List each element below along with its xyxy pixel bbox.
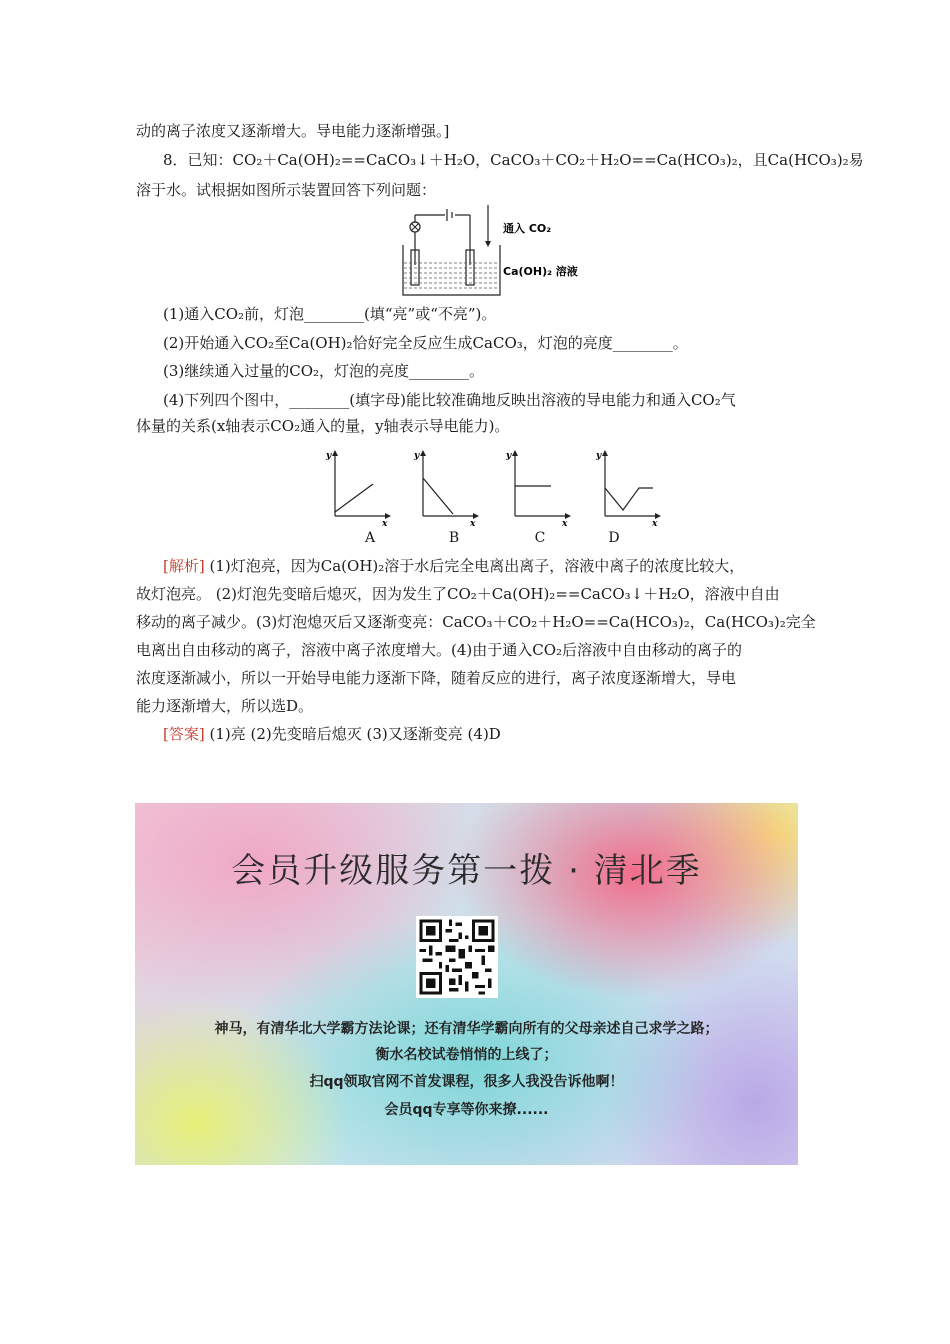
- analysis-line-6: 能力逐渐增大，所以选D。: [136, 697, 314, 715]
- graph-d: [595, 448, 661, 526]
- bulb-icon: [410, 222, 420, 232]
- ad-text-line-2: 衡水名校试卷悄悄的上线了；: [375, 1047, 558, 1063]
- question-8-line-2: 溶于水。试根据如图所示装置回答下列问题：: [136, 181, 437, 199]
- answer-tag: [答案]: [163, 725, 205, 743]
- answer-text: (1)亮 (2)先变暗后熄灭 (3)又逐渐变亮 (4)D: [209, 725, 501, 743]
- x-axis-label: x: [562, 519, 568, 526]
- answer-line: [163, 724, 501, 744]
- advertisement-banner[interactable]: [135, 803, 798, 1165]
- question-8-line-1: 8．已知：CO₂＋Ca(OH)₂==CaCO₃↓＋H₂O，CaCO₃＋CO₂＋H₂O==Ca(HCO₃)₂，且Ca(HCO₃)₂易: [163, 151, 864, 169]
- x-axis-label: x: [652, 519, 658, 526]
- part-4-line-2: 体量的关系(x轴表示CO₂通入的量，y轴表示导电能力)。: [136, 417, 510, 435]
- analysis-line-4: 电离出自由移动的离子，溶液中离子浓度增大。(4)由于通入CO₂后溶液中自由移动的离子的: [136, 641, 743, 659]
- graph-b: [413, 448, 479, 526]
- analysis-line-3: 移动的离子减少。(3)灯泡熄灭后又逐渐变亮：CaCO₃＋CO₂＋H₂O==Ca(HCO₃)₂，Ca(HCO₃)₂完全: [136, 613, 816, 631]
- analysis-line-2: 故灯泡亮。 (2)灯泡先变暗后熄灭，因为发生了CO₂＋Ca(OH)₂==CaCO₃↓＋H₂O，溶液中自由: [136, 585, 780, 603]
- y-axis-label: y: [414, 451, 420, 461]
- qr-code-icon[interactable]: [416, 916, 498, 998]
- graph-label-d: D: [608, 530, 620, 546]
- ad-text-line-3: 扫qq领取官网不首发课程，很多人我没告诉他啊！: [309, 1074, 624, 1090]
- text-line-1: 动的离子浓度又逐渐增大。导电能力逐渐增强。]: [136, 122, 450, 140]
- ad-text-line-4: 会员qq专享等你来撩......: [384, 1102, 549, 1118]
- analysis-tag: [解析]: [163, 557, 205, 575]
- ad-title: 会员升级服务第一拨 · 清北季: [231, 851, 702, 891]
- part-3: (3)继续通入过量的CO₂，灯泡的亮度________。: [163, 362, 485, 380]
- graph-label-b: B: [448, 530, 460, 546]
- graph-c: [505, 448, 571, 526]
- part-4-line-1: (4)下列四个图中，________(填字母)能比较准确地反映出溶液的导电能力和通入CO₂气: [163, 391, 736, 409]
- x-axis-label: x: [382, 519, 388, 526]
- analysis-line-5: 浓度逐渐减小，所以一开始导电能力逐渐下降，随着反应的进行，离子浓度逐渐增大，导电: [136, 669, 737, 687]
- apparatus-diagram: [400, 205, 590, 300]
- x-axis-label: x: [470, 519, 476, 526]
- graph-label-c: C: [534, 530, 546, 546]
- part-1: (1)通入CO₂前，灯泡________(填“亮”或“不亮”)。: [163, 305, 497, 323]
- analysis-text-1: (1)灯泡亮，因为Ca(OH)₂溶于水后完全电离出离子，溶液中离子的浓度比较大，: [209, 557, 745, 575]
- analysis-line-1: [163, 556, 744, 576]
- co2-label: 通入 CO₂: [503, 222, 552, 235]
- y-axis-label: y: [596, 451, 602, 461]
- graph-a: [325, 448, 391, 526]
- y-axis-label: y: [506, 451, 512, 461]
- ad-text-line-1: 神马，有清华北大学霸方法论课；还有清华学霸向所有的父母亲述自己求学之路；: [214, 1021, 719, 1037]
- y-axis-label: y: [326, 451, 332, 461]
- graph-label-a: A: [364, 530, 376, 546]
- part-2: (2)开始通入CO₂至Ca(OH)₂恰好完全反应生成CaCO₃，灯泡的亮度________。: [163, 334, 688, 352]
- solution-label: Ca(OH)₂ 溶液: [503, 265, 578, 278]
